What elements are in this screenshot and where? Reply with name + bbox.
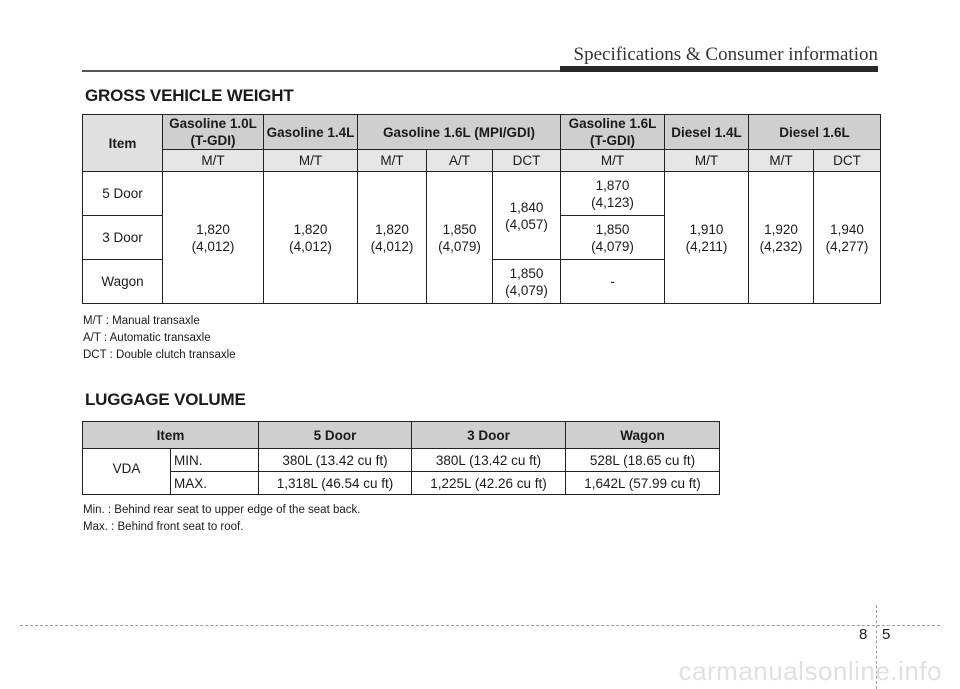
- body-type-wagon: Wagon: [83, 260, 163, 304]
- engine-diesel-14: Diesel 1.4L: [665, 115, 749, 150]
- luggage-min-label: MIN.: [171, 449, 259, 472]
- luggage-table: [82, 421, 720, 495]
- luggage-max-label: MAX.: [171, 472, 259, 495]
- weight-g16-dct-wagon: 1,850 (4,079): [493, 260, 561, 304]
- trans-g10-mt: M/T: [163, 150, 264, 172]
- section-header: Specifications & Consumer information: [573, 44, 878, 65]
- trans-g16-dct: DCT: [493, 150, 561, 172]
- body-type-5door: 5 Door: [83, 172, 163, 216]
- engine-gasoline-16-tgdi: Gasoline 1.6L (T-GDI): [561, 115, 665, 150]
- luggage-notes: [83, 502, 360, 536]
- luggage-col-wagon: Wagon: [566, 422, 720, 449]
- note-at: A/T : Automatic transaxle: [83, 332, 211, 344]
- weight-g16-dct: 1,840 (4,057): [493, 172, 561, 260]
- luggage-max-wagon: 1,642L (57.99 cu ft): [566, 472, 720, 495]
- weight-d16-dct: 1,940 (4,277): [814, 172, 881, 304]
- trans-d16-dct: DCT: [814, 150, 881, 172]
- header-rule-thin: [82, 70, 582, 72]
- header-rule-thick: [560, 66, 878, 72]
- engine-gasoline-16-mpi-gdi: Gasoline 1.6L (MPI/GDI): [358, 115, 561, 150]
- trans-g16-mt: M/T: [358, 150, 427, 172]
- luggage-col-5door: 5 Door: [259, 422, 412, 449]
- weight-d14-mt: 1,910 (4,211): [665, 172, 749, 304]
- weight-g16-at: 1,850 (4,079): [427, 172, 493, 304]
- gvw-item-header: Item: [83, 115, 163, 172]
- footer-divider-horizontal: [20, 625, 940, 626]
- luggage-min-wagon: 528L (18.65 cu ft): [566, 449, 720, 472]
- note-mt: M/T : Manual transaxle: [83, 315, 200, 327]
- watermark: carmanualsonline.info: [678, 656, 942, 686]
- engine-gasoline-10-tgdi: Gasoline 1.0L (T-GDI): [163, 115, 264, 150]
- weight-g16-mt: 1,820 (4,012): [358, 172, 427, 304]
- trans-g16t-mt: M/T: [561, 150, 665, 172]
- note-max: Max. : Behind front seat to roof.: [83, 521, 244, 533]
- trans-g14-mt: M/T: [264, 150, 358, 172]
- luggage-vda-label: VDA: [83, 449, 171, 495]
- luggage-min-3door: 380L (13.42 cu ft): [412, 449, 566, 472]
- note-dct: DCT : Double clutch transaxle: [83, 349, 236, 361]
- trans-d16-mt: M/T: [749, 150, 814, 172]
- luggage-max-3door: 1,225L (42.26 cu ft): [412, 472, 566, 495]
- page-number: 5: [882, 626, 891, 643]
- engine-gasoline-14: Gasoline 1.4L: [264, 115, 358, 150]
- luggage-item-header: Item: [83, 422, 259, 449]
- trans-d14-mt: M/T: [665, 150, 749, 172]
- weight-g16t-wagon: -: [561, 260, 665, 304]
- note-min: Min. : Behind rear seat to upper edge of the seat back.: [83, 504, 361, 516]
- weight-g16t-3door: 1,850 (4,079): [561, 216, 665, 260]
- trans-g16-at: A/T: [427, 150, 493, 172]
- weight-g14-mt: 1,820 (4,012): [264, 172, 358, 304]
- engine-diesel-16: Diesel 1.6L: [749, 115, 881, 150]
- body-type-3door: 3 Door: [83, 216, 163, 260]
- luggage-max-5door: 1,318L (46.54 cu ft): [259, 472, 412, 495]
- gvw-notes: [83, 313, 236, 364]
- luggage-heading: LUGGAGE VOLUME: [85, 390, 246, 409]
- luggage-min-5door: 380L (13.42 cu ft): [259, 449, 412, 472]
- gvw-heading: GROSS VEHICLE WEIGHT: [85, 86, 294, 105]
- luggage-col-3door: 3 Door: [412, 422, 566, 449]
- weight-g10-mt: 1,820 (4,012): [163, 172, 264, 304]
- weight-g16t-5door: 1,870 (4,123): [561, 172, 665, 216]
- weight-d16-mt: 1,920 (4,232): [749, 172, 814, 304]
- gvw-table: [82, 114, 881, 304]
- chapter-number: 8: [859, 626, 868, 643]
